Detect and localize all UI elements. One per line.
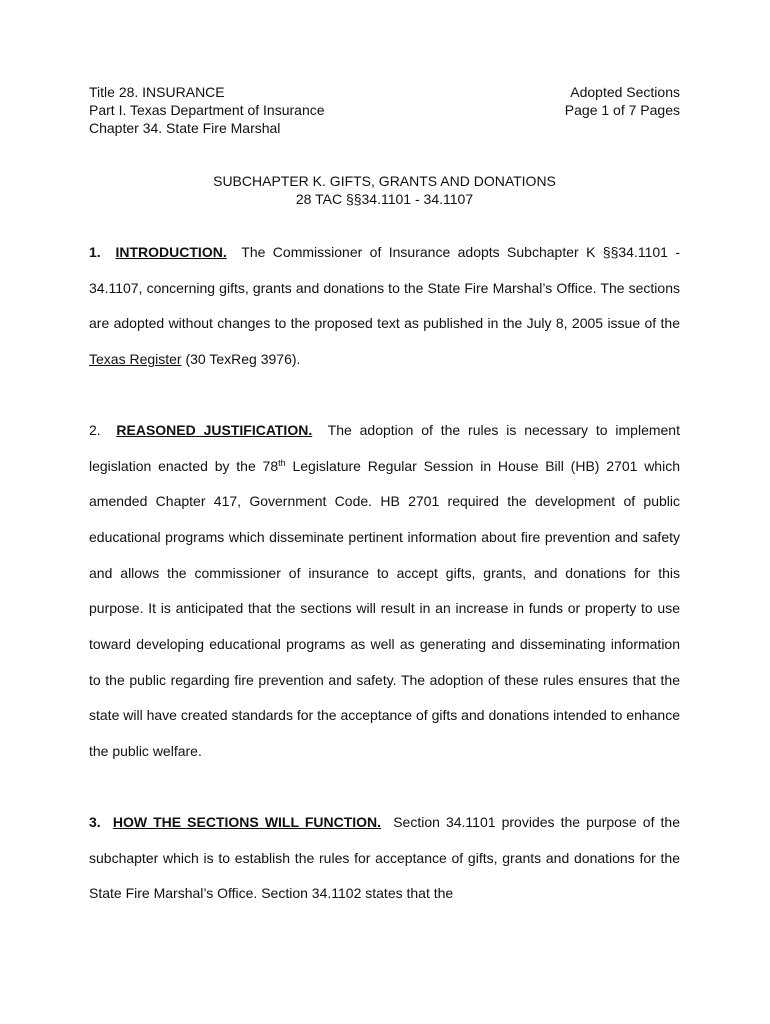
section-number: 2. (89, 421, 101, 438)
document-title (89, 172, 680, 208)
section-text-end: (30 TexReg 3976). (181, 351, 301, 368)
section-heading: INTRODUCTION. (115, 244, 227, 260)
header-page-count: Page 1 of 7 Pages (564, 102, 680, 118)
section-heading: REASONED JUSTIFICATION. (116, 421, 313, 438)
publication-title: Texas Register (89, 351, 182, 368)
document-page (89, 81, 680, 912)
tac-citation: 28 TAC §§34.1101 - 34.1107 (295, 191, 474, 207)
header-chapter-line: Chapter 34. State Fire Marshal (89, 120, 281, 136)
header-left (89, 83, 325, 137)
header-right (565, 83, 680, 119)
section-text: The Commissioner of Insurance adopts Subchapter K §§34.1101 - 34.1107, concerning gifts, grants and donations to the State Fire Marshal’s Office. The sections are adopted without changes to the proposed text as published in the July 8, 2005 issue of the (89, 244, 681, 332)
ordinal-suffix: th (278, 457, 286, 468)
section-text-end: Legislature Regular Session in House Bill (HB) 2701 which amended Chapter 417, Government Code. HB 2701 required the development of public educational programs which disseminate pertinent information about fire prevention and safety and allows the commissioner of insurance to accept gifts, grants, and donations for this purpose. It is anticipated that the sections will result in an increase in funds or property to use toward developing educational programs as well as generating and disseminating information to the public regarding fire prevention and safety. The adoption of these rules ensures that the state will have created standards for the acceptance of gifts and donations intended to enhance the public welfare. (89, 457, 680, 760)
subchapter-title: SUBCHAPTER K. GIFTS, GRANTS AND DONATIONS (213, 173, 556, 189)
section-text: The adoption of the rules is necessary to implement legislation enacted by the 78 (89, 421, 680, 474)
header-title-line: Title 28. INSURANCE (89, 84, 225, 100)
header-part-line: Part I. Texas Department of Insurance (89, 102, 325, 118)
page-header (89, 81, 680, 139)
section-number: 3. (89, 813, 101, 830)
section-how-sections-function (89, 805, 680, 912)
section-introduction (89, 235, 680, 378)
section-reasoned-justification (89, 413, 680, 770)
section-heading: HOW THE SECTIONS WILL FUNCTION. (112, 813, 382, 830)
section-text: Section 34.1101 provides the purpose of the subchapter which is to establish the rules for acceptance of gifts, grants and donations for the State Fire Marshal’s Office. Section 34.1102 states that the (89, 813, 680, 902)
section-number: 1. (89, 244, 101, 260)
header-status-line: Adopted Sections (570, 84, 680, 100)
